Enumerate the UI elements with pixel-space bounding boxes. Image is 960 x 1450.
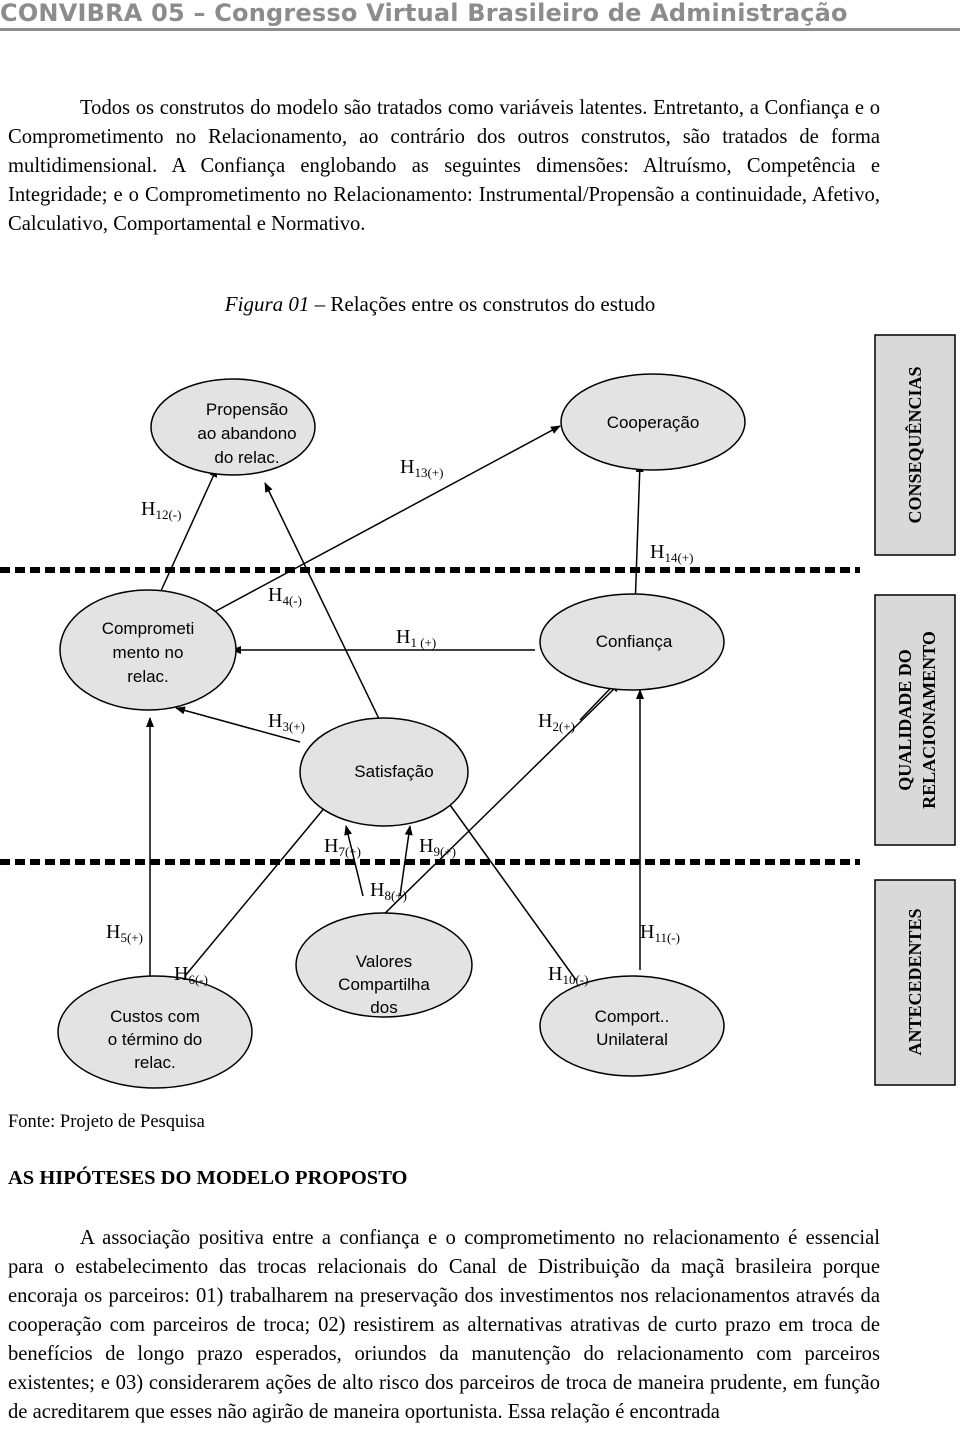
figure-source: Fonte: Projeto de Pesquisa	[8, 1112, 205, 1132]
node-comport-line1: Comport..	[594, 1007, 670, 1026]
section-title: AS HIPÓTESES DO MODELO PROPOSTO	[8, 1167, 408, 1189]
label-h1: $H_{1 (+)}$	[396, 626, 437, 650]
label-h9: $H_{9(+)}$	[419, 835, 456, 859]
qualidade-box	[875, 595, 955, 845]
node-custos	[58, 976, 252, 1088]
node-valores-line1: Valores	[355, 952, 413, 971]
node-confianca-line1: Confiança	[595, 632, 673, 651]
node-satisfacao-line1: Satisfação	[354, 762, 434, 781]
label-h10: $H_{10(-)}$	[548, 963, 589, 987]
node-confianca	[540, 594, 724, 690]
intro-text: Todos os construtos do modelo são tratados como variáveis latentes. Entretanto, a Confiança e o Comprometimento no Relacionamento, ao contrário dos outros construtos, são tratados de forma multidimensional. A Confiança englobando as seguintes dimensões: Altruísmo, Competência e Integridade; e o Comprometimento no Relacionamento: Instrumental/Propensão a continuidade, Afetivo, Calculativo, Comportamental e Normativo.	[8, 97, 880, 235]
header-rule	[0, 28, 960, 31]
figure-number: Figura 01	[224, 292, 310, 316]
body-tail-text: Essa relação é encontrada	[502, 1401, 720, 1423]
node-comport	[540, 976, 724, 1076]
node-propensao-line3: do relac.	[214, 448, 280, 467]
label-h14: $H_{14(+)}$	[650, 541, 694, 565]
figure-title	[0, 292, 880, 317]
node-comprometimento-line1: Comprometi	[101, 619, 195, 638]
node-propensao-line2: ao abandono	[197, 424, 297, 443]
figure-title-dash: –	[309, 292, 331, 316]
body-text: A associação positiva entre a confiança e o comprometimento no relacionamento é essencial para o estabelecimento das trocas relacionais do Canal de Distribuição da maçã brasileira porque encoraja os parceiros: 01) trabalharem na preservação dos investimentos nos relacionamentos através da cooperação com parceiros de troca; 02) resistirem as alternativas atrativas de curto prazo em troca de benefícios de longo prazo esperados, oriundos da manutenção do relacionamento com parceiros existentes; e 03) considerarem ações de alto risco dos parceiros de troca de maneira prudente, em função de acreditarem que esses não agirão de maneira oportunista.	[8, 1227, 880, 1423]
label-h6: $H_{6(-)}$	[174, 963, 208, 987]
node-valores-line3: dos	[370, 998, 398, 1017]
node-comport-line2: Unilateral	[596, 1030, 668, 1049]
label-h3: $H_{3(+)}$	[268, 710, 305, 734]
body-paragraph	[8, 1224, 880, 1427]
node-satisfacao	[300, 718, 468, 826]
construct-diagram	[0, 330, 960, 1090]
figure-title-text: Relações entre os construtos do estudo	[330, 292, 656, 316]
node-propensao	[151, 379, 315, 475]
intro-paragraph	[8, 94, 880, 239]
label-h5: $H_{5(+)}$	[106, 921, 143, 945]
node-comprometimento	[60, 590, 236, 710]
node-custos-line3: relac.	[134, 1053, 176, 1072]
node-cooperacao-line1: Cooperação	[606, 413, 700, 432]
antecedentes-label: ANTECEDENTES	[905, 908, 925, 1056]
node-valores	[296, 913, 472, 1017]
qualidade-label-line2: RELACIONAMENTO	[919, 631, 939, 809]
label-h11: $H_{11(-)}$	[640, 921, 680, 945]
node-custos-line1: Custos com	[110, 1007, 200, 1026]
conference-header: CONVIBRA 05 – Congresso Virtual Brasileiro de Administração	[0, 0, 848, 27]
label-h7: $H_{7(+)}$	[324, 835, 361, 859]
arrow-h12	[160, 468, 217, 593]
label-h13: $H_{13(+)}$	[400, 456, 444, 480]
node-cooperacao	[561, 374, 745, 470]
label-h2: $H_{2(+)}$	[538, 710, 575, 734]
label-h4: $H_{4(-)}$	[268, 584, 302, 608]
consequencias-label: CONSEQUÊNCIAS	[905, 366, 925, 524]
node-custos-line2: o término do	[107, 1030, 203, 1049]
label-h8: $H_{8(+)}$	[370, 879, 407, 903]
node-comprometimento-line3: relac.	[127, 667, 169, 686]
qualidade-label-line1: QUALIDADE DO	[895, 649, 915, 791]
node-valores-line2: Compartilha	[338, 975, 430, 994]
node-comprometimento-line2: mento no	[112, 643, 184, 662]
node-propensao-line1: Propensão	[205, 400, 289, 419]
arrow-h14	[635, 463, 640, 609]
label-h12: $H_{12(-)}$	[141, 498, 182, 522]
